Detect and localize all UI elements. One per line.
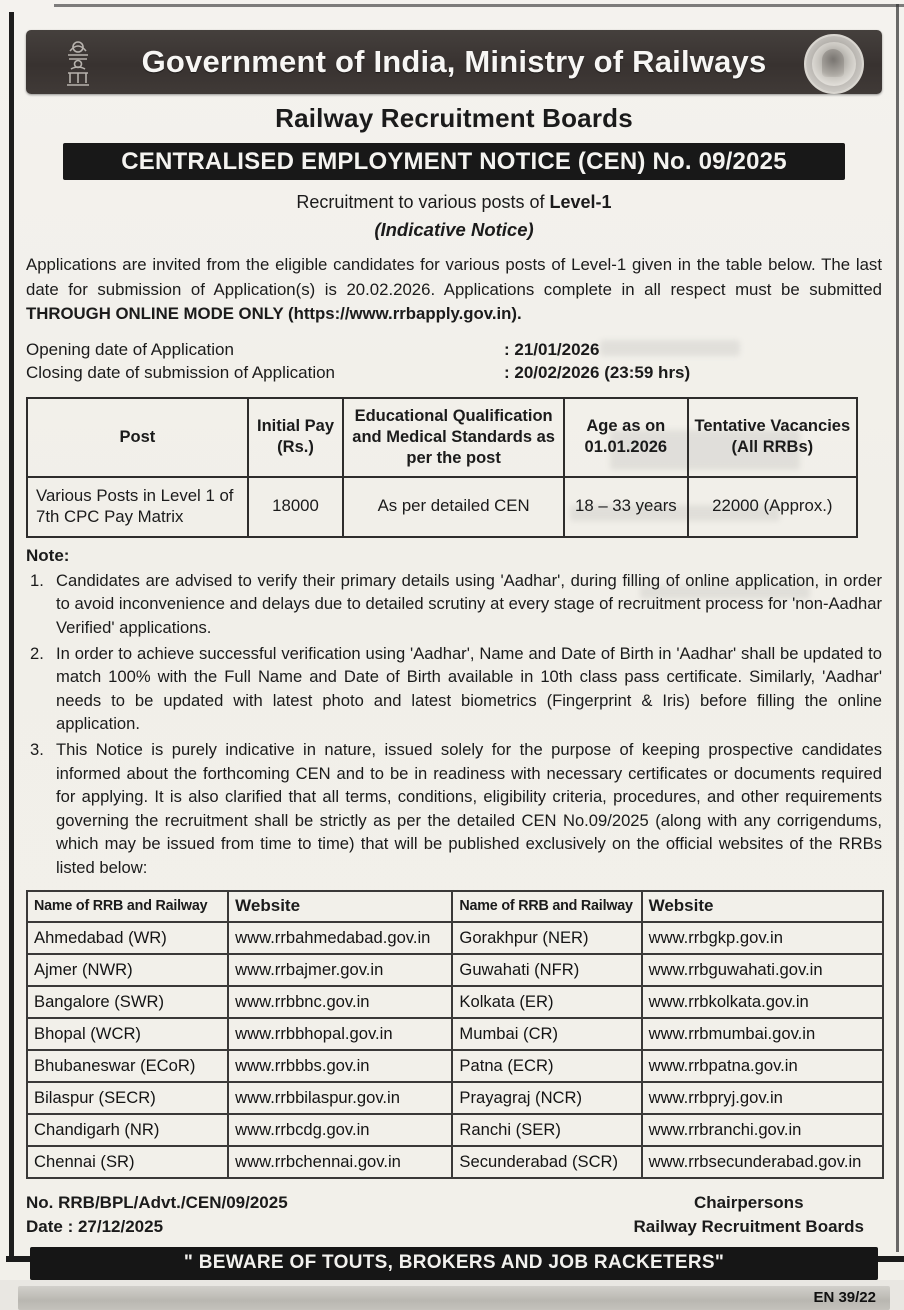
opening-date-row <box>26 338 882 361</box>
rrb-website: www.rrbbhopal.gov.in <box>228 1018 452 1050</box>
rrb-name: Ranchi (SER) <box>452 1114 641 1146</box>
note-item <box>26 642 882 736</box>
scan-edge-right <box>896 4 899 1252</box>
railway-seal-icon <box>804 34 864 94</box>
beware-text: " BEWARE OF TOUTS, BROKERS AND JOB RACKETERS" <box>183 1252 725 1274</box>
cell-vacancies: 22000 (Approx.) <box>688 477 857 537</box>
vacancy-table-header-row <box>27 398 857 477</box>
col-qualification: Educational Qualification and Medical Standards as per the post <box>343 398 564 477</box>
rrb-name: Gorakhpur (NER) <box>452 922 641 954</box>
rrb-websites-table <box>26 890 884 1179</box>
closing-date-value: : 20/02/2026 (23:59 hrs) <box>504 362 691 382</box>
rrb-website: www.rrbahmedabad.gov.in <box>228 922 452 954</box>
rrb-table-row <box>27 922 883 954</box>
subject-prefix: Recruitment to various posts of <box>296 192 550 212</box>
rrb-website: www.rrbchennai.gov.in <box>228 1146 452 1178</box>
footer-strip <box>18 1286 890 1310</box>
note-item-text: In order to achieve successful verification using 'Aadhar', Name and Date of Birth in 'Aadhar' shall be updated to match 100% with the Full Name and Date of Birth available in 10th class pass certificate. Similarly, 'Aadhar' needs to be updated with latest photo and latest biometrics (Fingerprint & Iris) before filling the online application. <box>56 643 882 734</box>
header-title: Government of India, Ministry of Railways <box>141 44 767 79</box>
rrb-name: Prayagraj (NCR) <box>452 1082 641 1114</box>
notice-title-bar <box>63 143 845 180</box>
rrb-col-website-1: Website <box>228 891 452 922</box>
en-number: EN 39/22 <box>813 1289 876 1307</box>
signatory-title: Chairpersons <box>693 1192 804 1212</box>
rrb-col-website-2: Website <box>642 891 883 922</box>
rrb-name: Bhopal (WCR) <box>27 1018 228 1050</box>
rrb-name: Ahmedabad (WR) <box>27 922 228 954</box>
beware-banner <box>30 1247 878 1280</box>
col-post: Post <box>27 398 248 477</box>
rrb-website: www.rrbbbs.gov.in <box>228 1050 452 1082</box>
rrb-name: Chennai (SR) <box>27 1146 228 1178</box>
footer-signatory <box>633 1191 864 1239</box>
rrb-website: www.rrbsecunderabad.gov.in <box>642 1146 883 1178</box>
rrb-name: Kolkata (ER) <box>452 986 641 1018</box>
signatory-org: Railway Recruitment Boards <box>633 1216 864 1236</box>
vacancy-table-data-row <box>27 477 857 537</box>
rrb-website: www.rrbpatna.gov.in <box>642 1050 883 1082</box>
col-initial-pay: Initial Pay (Rs.) <box>248 398 343 477</box>
note-item-text: This Notice is purely indicative in nature, issued solely for the purpose of keeping prospective candidates informed about the forthcoming CEN and to be in readiness with necessary certificates or documents required for applying. It is also clarified that all terms, conditions, eligibility criteria, procedures, and other requirements governing the recruitment shall be strictly as per the detailed CEN No.09/2025 (along with any corrigendums, which may be issued from time to time) that will be published exclusively on the official websites of the RRBs listed below: <box>56 739 882 877</box>
col-age: Age as on 01.01.2026 <box>564 398 688 477</box>
rrb-name: Patna (ECR) <box>452 1050 641 1082</box>
rrb-name: Mumbai (CR) <box>452 1018 641 1050</box>
rrb-table-row <box>27 1146 883 1178</box>
closing-date-label: Closing date of submission of Application <box>26 362 336 382</box>
reference-number: No. RRB/BPL/Advt./CEN/09/2025 <box>26 1192 288 1212</box>
rrb-website: www.rrbguwahati.gov.in <box>642 954 883 986</box>
rrb-table-row <box>27 1114 883 1146</box>
ashoka-emblem-icon <box>60 37 96 89</box>
note-heading: Note: <box>26 545 70 565</box>
cell-qualification: As per detailed CEN <box>343 477 564 537</box>
note-item <box>26 738 882 880</box>
note-list <box>26 569 882 880</box>
rrb-website: www.rrbgkp.gov.in <box>642 922 883 954</box>
opening-date-value: : 21/01/2026 <box>504 339 600 359</box>
rrb-table-row <box>27 954 883 986</box>
cell-age: 18 – 33 years <box>564 477 688 537</box>
rrb-website: www.rrbcdg.gov.in <box>228 1114 452 1146</box>
rrb-website: www.rrbmumbai.gov.in <box>642 1018 883 1050</box>
notice-title-text: CENTRALISED EMPLOYMENT NOTICE (CEN) No. 09/2025 <box>121 147 787 175</box>
rrb-name: Bangalore (SWR) <box>27 986 228 1018</box>
closing-date-row <box>26 361 882 384</box>
rrb-table-row <box>27 1050 883 1082</box>
rrb-name: Chandigarh (NR) <box>27 1114 228 1146</box>
rrb-table-row <box>27 986 883 1018</box>
rrb-website: www.rrbbilaspur.gov.in <box>228 1082 452 1114</box>
intro-paragraph <box>26 253 882 327</box>
rrb-website: www.rrbranchi.gov.in <box>642 1114 883 1146</box>
rrb-table-row <box>27 1082 883 1114</box>
rrb-name: Ajmer (NWR) <box>27 954 228 986</box>
intro-online-mode: THROUGH ONLINE MODE ONLY (https://www.rrbapply.gov.in). <box>26 304 522 323</box>
cell-post: Various Posts in Level 1 of 7th CPC Pay Matrix <box>27 477 248 537</box>
rrb-col-name-1: Name of RRB and Railway <box>27 891 228 922</box>
rrb-name: Guwahati (NFR) <box>452 954 641 986</box>
rrb-website: www.rrbpryj.gov.in <box>642 1082 883 1114</box>
rrb-website: www.rrbbnc.gov.in <box>228 986 452 1018</box>
cell-initial-pay: 18000 <box>248 477 343 537</box>
application-dates <box>26 338 882 384</box>
footer-reference <box>26 1191 288 1239</box>
rrb-name: Secunderabad (SCR) <box>452 1146 641 1178</box>
rrb-website: www.rrbkolkata.gov.in <box>642 986 883 1018</box>
rrb-name: Bilaspur (SECR) <box>27 1082 228 1114</box>
subject-level: Level-1 <box>549 192 612 212</box>
opening-date-label: Opening date of Application <box>26 339 234 359</box>
rrb-website: www.rrbajmer.gov.in <box>228 954 452 986</box>
vacancy-table <box>26 397 858 538</box>
rrb-col-name-2: Name of RRB and Railway <box>452 891 641 922</box>
intro-text: Applications are invited from the eligible candidates for various posts of Level-1 given in the table below. The last date for submission of Application(s) is 20.02.2026. Applications complete in all respect must be submitted <box>26 255 882 299</box>
scan-edge-left <box>9 12 14 1262</box>
rrb-table-header-row <box>27 891 883 922</box>
col-vacancies: Tentative Vacancies (All RRBs) <box>688 398 857 477</box>
indicative-notice-label: (Indicative Notice) <box>374 219 534 240</box>
note-item-text: Candidates are advised to verify their primary details using 'Aadhar', during filling of online application, in order to avoid inconvenience and delays due to detailed scrutiny at every stage of recruitment process for 'non-Aadhar Verified' applications. <box>56 570 882 637</box>
rrb-name: Bhubaneswar (ECoR) <box>27 1050 228 1082</box>
notice-date: Date : 27/12/2025 <box>26 1216 164 1236</box>
note-item <box>26 569 882 640</box>
government-header-bar <box>26 30 882 94</box>
rrb-table-row <box>27 1018 883 1050</box>
footer <box>26 1191 882 1239</box>
subject-line <box>26 192 882 213</box>
org-title: Railway Recruitment Boards <box>275 103 633 133</box>
